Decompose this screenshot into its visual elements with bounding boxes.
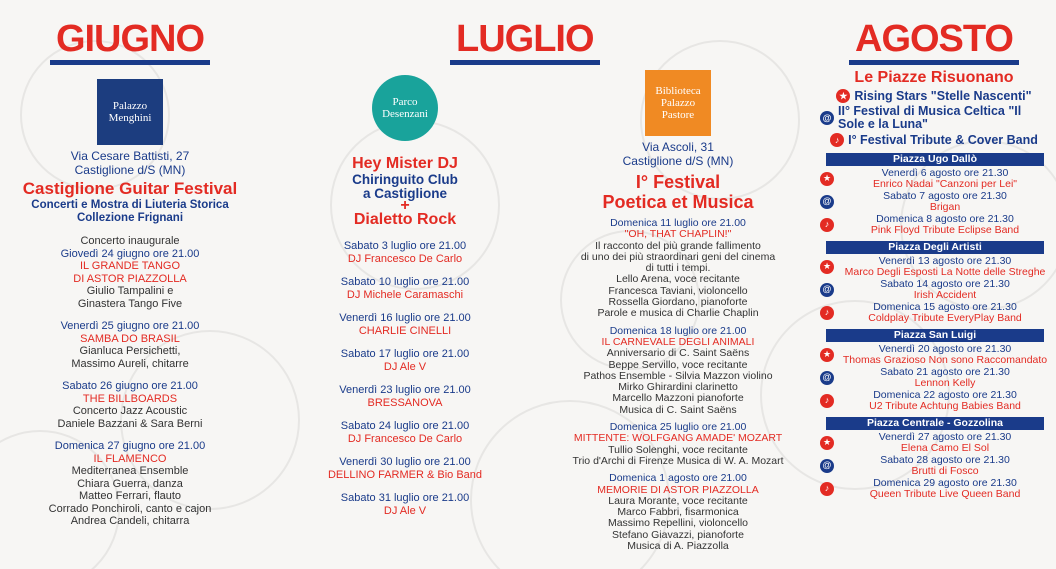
event-entry: [270, 240, 540, 265]
event-performer: Giulio Tampalini e: [86, 285, 174, 297]
event-title: MEMORIE DI ASTOR PIAZZOLLA: [597, 483, 759, 496]
event-entry: [820, 191, 1050, 212]
festival-subtitle: Collezione Frignani: [76, 212, 184, 224]
event-date: Venerdì 13 agosto ore 21.30: [878, 255, 1012, 267]
celtic-icon: @: [820, 195, 834, 209]
event-performer: Anniversario di C. Saint Saëns: [606, 347, 750, 360]
event-performer: Francesca Taviani, violoncello: [608, 284, 748, 297]
event-title: DI ASTOR PIAZZOLLA: [73, 272, 187, 285]
event-date: Venerdì 23 luglio ore 21.00: [339, 384, 471, 396]
event-date: Sabato 10 luglio ore 21.00: [340, 276, 470, 288]
event-date: Domenica 29 agosto ore 21.30: [873, 477, 1017, 489]
event-text: [840, 432, 1050, 453]
palazzo-menghini-logo: Palazzo Menghini: [97, 79, 163, 145]
event-performer: Stefano Giavazzi, pianoforte: [612, 528, 744, 541]
event-date: Sabato 26 giugno ore 21.00: [62, 380, 198, 392]
piazza-header: Piazza Centrale - Gozzolina: [826, 417, 1044, 430]
event-text: [840, 256, 1050, 277]
celtic-icon: @: [820, 283, 834, 297]
event-performer: Ginastera Tango Five: [77, 297, 183, 310]
event-date: Domenica 11 luglio ore 21.00: [610, 217, 746, 229]
event-date: Sabato 31 luglio ore 21.00: [340, 492, 470, 504]
event-performer: Daniele Bazzani & Sara Berni: [57, 417, 203, 430]
event-date: Venerdì 20 agosto ore 21.30: [878, 343, 1012, 355]
event-title: Brutti di Fosco: [911, 464, 979, 477]
event-text: [840, 344, 1050, 365]
event-text: [840, 478, 1050, 499]
event-performer: Massimo Aureli, chitarre: [71, 357, 189, 370]
event-title: DJ Francesco De Carlo: [347, 252, 463, 265]
event-performer: Corrado Ponchiroli, canto e cajon: [48, 502, 212, 515]
agosto-column: [812, 0, 1056, 569]
event-title: Pink Floyd Tribute Eclipse Band: [870, 223, 1020, 236]
event-title: Brigan: [929, 200, 961, 213]
guitar-icon: ♪: [820, 482, 834, 496]
month-title-luglio: LUGLIO: [450, 18, 600, 65]
festival-title: Poetica et Musica: [602, 192, 754, 212]
event-performer: Marco Fabbri, fisarmonica: [617, 506, 739, 519]
giugno-column: [0, 0, 260, 569]
event-title: Irish Accident: [913, 288, 977, 301]
dialetto-rock-title: Dialetto Rock: [353, 211, 457, 228]
event-performer: Lello Arena, voce recitante: [616, 273, 740, 286]
star-icon: ★: [820, 348, 834, 362]
event-entry: [270, 312, 540, 337]
event-performer: Laura Morante, voce recitante: [608, 494, 748, 507]
event-entry: [820, 168, 1050, 189]
address-line: Via Cesare Battisti, 27: [70, 149, 190, 163]
event-entry: [820, 390, 1050, 411]
event-date: Venerdì 16 luglio ore 21.00: [339, 312, 471, 324]
event-performer: Tullio Solenghi, voce recitante: [608, 443, 748, 456]
event-entry: [270, 420, 540, 445]
event-title: Enrico Nadai "Canzoni per Lei": [872, 177, 1018, 190]
series-label: II° Festival di Musica Celtica "Il Sole e la Luna": [838, 104, 1022, 131]
event-title: Coldplay Tribute EveryPlay Band: [868, 311, 1022, 324]
star-icon: ★: [820, 172, 834, 186]
event-date: Domenica 22 agosto ore 21.30: [873, 389, 1017, 401]
event-title: "OH, THAT CHAPLIN!": [624, 228, 732, 241]
series-label: I° Festival Tribute & Cover Band: [848, 132, 1038, 147]
event-title: IL GRANDE TANGO: [79, 260, 181, 272]
event-title: DJ Michele Caramaschi: [346, 288, 464, 301]
celtic-icon: @: [820, 459, 834, 473]
event-entry: [0, 440, 260, 528]
dj-series-title: Hey Mister DJ: [352, 155, 458, 172]
event-title: CHARLIE CINELLI: [358, 324, 452, 337]
event-title: IL CARNEVALE DEGLI ANIMALI: [601, 335, 755, 348]
event-title: DELLINO FARMER & Bio Band: [327, 468, 483, 481]
agosto-headline: Le Piazze Risuonano: [854, 69, 1014, 86]
event-title: IL FLAMENCO: [93, 452, 167, 465]
event-performer: Andrea Candeli, chitarra: [70, 515, 190, 527]
event-entry: [270, 456, 540, 481]
event-entry: [548, 326, 808, 416]
event-entry: [820, 256, 1050, 277]
series-item: [812, 105, 1056, 131]
event-performer: Marcello Mazzoni pianoforte: [612, 392, 744, 405]
event-entry: [548, 422, 808, 467]
event-entry: [820, 214, 1050, 235]
event-performer: Mediterranea Ensemble: [71, 465, 189, 477]
event-date: Sabato 17 luglio ore 21.00: [340, 348, 470, 360]
event-entry: [548, 473, 808, 552]
event-date: Domenica 15 agosto ore 21.30: [873, 301, 1017, 313]
event-date: Sabato 28 agosto ore 21.30: [880, 454, 1010, 466]
piazza-header: Piazza Degli Artisti: [826, 241, 1044, 254]
event-date: Venerdì 30 luglio ore 21.00: [339, 456, 471, 468]
event-performer: Trio d'Archi di Firenze Musica di W. A. Mozart: [572, 454, 784, 467]
event-text: [840, 367, 1050, 388]
piazza-header: Piazza San Luigi: [826, 329, 1044, 342]
event-list: [0, 235, 260, 528]
event-performer: Pathos Ensemble - Silvia Mazzon violino: [583, 369, 773, 382]
dj-series-subtitle: a Castiglione: [362, 186, 448, 201]
event-title: Queen Tribute Live Queen Band: [869, 487, 1021, 500]
event-performer: Mirko Ghirardini clarinetto: [618, 381, 738, 394]
event-entry: [548, 218, 808, 320]
event-entry: [820, 432, 1050, 453]
event-title: THE BILLBOARDS: [82, 392, 178, 405]
event-entry: [270, 348, 540, 373]
event-title: U2 Tribute Achtung Babies Band: [869, 399, 1021, 412]
event-title: Lennon Kelly: [914, 376, 976, 389]
event-text: [840, 455, 1050, 476]
event-list: [270, 240, 540, 517]
event-title: Thomas Grazioso Non sono Raccomandato: [842, 353, 1048, 366]
event-entry: [820, 455, 1050, 476]
event-entry: [820, 344, 1050, 365]
piazze-list: [812, 153, 1056, 499]
event-title: BRESSANOVA: [367, 396, 443, 409]
event-entry: [820, 279, 1050, 300]
star-icon: ★: [836, 89, 850, 103]
event-list: [548, 218, 808, 552]
dj-series-subtitle: Chiringuito Club: [352, 172, 458, 187]
event-date: Venerdì 25 giugno ore 21.00: [60, 320, 200, 332]
address-line: Via Ascoli, 31: [642, 140, 714, 154]
event-date: Domenica 18 luglio ore 21.00: [609, 324, 747, 337]
guitar-icon: ♪: [820, 394, 834, 408]
event-performer: Gianluca Persichetti,: [79, 345, 181, 357]
event-title: DJ Ale V: [383, 360, 427, 373]
event-performer: Rossella Giordano, pianoforte: [608, 296, 748, 309]
biblioteca-palazzo-pastore-logo: Biblioteca Palazzo Pastore: [645, 70, 711, 136]
event-date: Domenica 8 agosto ore 21.30: [876, 213, 1014, 225]
event-text: [840, 191, 1050, 212]
festival-title: Castiglione Guitar Festival: [22, 179, 238, 198]
event-intro: Concerto inaugurale: [80, 235, 180, 247]
event-performer: di uno dei più straordinari geni del cinema: [580, 250, 776, 263]
event-title: SAMBA DO BRASIL: [80, 332, 180, 345]
guitar-icon: ♪: [830, 133, 844, 147]
star-icon: ★: [820, 260, 834, 274]
series-item: [812, 89, 1056, 103]
event-entry: [0, 235, 260, 310]
event-performer: Musica di A. Piazzolla: [627, 540, 729, 553]
parco-desenzani-logo: Parco Desenzani: [372, 75, 438, 141]
series-label: Rising Stars "Stelle Nascenti": [854, 88, 1032, 103]
event-text: [840, 279, 1050, 300]
event-entry: [0, 320, 260, 370]
event-entry: [270, 276, 540, 301]
event-date: Domenica 27 giugno ore 21.00: [54, 440, 206, 452]
event-performer: Concerto Jazz Acoustic: [72, 405, 188, 417]
event-entry: [270, 384, 540, 409]
event-text: [840, 168, 1050, 189]
guitar-icon: ♪: [820, 306, 834, 320]
address-line: Castiglione d/S (MN): [622, 154, 734, 168]
event-performer: Beppe Servillo, voce recitante: [608, 358, 748, 371]
event-performer: Il racconto del più grande fallimento: [595, 239, 761, 252]
event-entry: [820, 478, 1050, 499]
event-title: DJ Ale V: [383, 504, 427, 517]
event-date: Sabato 3 luglio ore 21.00: [343, 240, 467, 252]
celtic-icon: @: [820, 111, 834, 125]
festival-title: I° Festival: [635, 172, 721, 192]
event-text: [840, 302, 1050, 323]
address-line: Castiglione d/S (MN): [74, 163, 186, 177]
luglio-column: [270, 0, 594, 569]
event-performer: Chiara Guerra, danza: [77, 477, 183, 490]
festival-subtitle: Concerti e Mostra di Liuteria Storica: [31, 199, 229, 211]
month-title-agosto: AGOSTO: [849, 18, 1019, 65]
event-date: Venerdì 6 agosto ore 21.30: [881, 167, 1009, 179]
star-icon: ★: [820, 436, 834, 450]
event-text: [840, 214, 1050, 235]
event-title: Marco Degli Esposti La Notte delle Streghe: [844, 265, 1046, 278]
event-performer: Musica di C. Saint Saëns: [619, 403, 737, 416]
event-entry: [0, 380, 260, 430]
event-date: Giovedì 24 giugno ore 21.00: [60, 247, 200, 260]
event-date: Domenica 25 luglio ore 21.00: [609, 421, 747, 434]
poetica-column: [548, 0, 808, 569]
event-date: Sabato 21 agosto ore 21.30: [880, 366, 1010, 378]
event-title: Elena Camo El Sol: [900, 441, 990, 454]
guitar-icon: ♪: [820, 218, 834, 232]
series-list: [812, 89, 1056, 147]
event-title: MITTENTE: WOLFGANG AMADE' MOZART: [573, 432, 783, 445]
event-entry: [270, 492, 540, 517]
event-date: Sabato 24 luglio ore 21.00: [340, 420, 470, 432]
piazza-header: Piazza Ugo Dallò: [826, 153, 1044, 166]
series-item: [812, 133, 1056, 147]
plus-sign: +: [400, 197, 410, 214]
event-performer: di tutti i tempi.: [645, 262, 711, 275]
event-entry: [820, 302, 1050, 323]
event-performer: Parole e musica di Charlie Chaplin: [597, 307, 759, 320]
event-performer: Matteo Ferrari, flauto: [78, 490, 182, 502]
celtic-icon: @: [820, 371, 834, 385]
event-performer: Massimo Repellini, violoncello: [607, 517, 749, 530]
event-entry: [820, 367, 1050, 388]
event-text: [840, 390, 1050, 411]
event-date: Domenica 1 agosto ore 21.00: [609, 472, 747, 485]
event-date: Sabato 7 agosto ore 21.30: [883, 190, 1007, 202]
event-date: Sabato 14 agosto ore 21.30: [880, 278, 1010, 290]
event-date: Venerdì 27 agosto ore 21.30: [878, 431, 1012, 443]
month-title-giugno: GIUGNO: [50, 18, 210, 65]
event-title: DJ Francesco De Carlo: [347, 432, 463, 445]
